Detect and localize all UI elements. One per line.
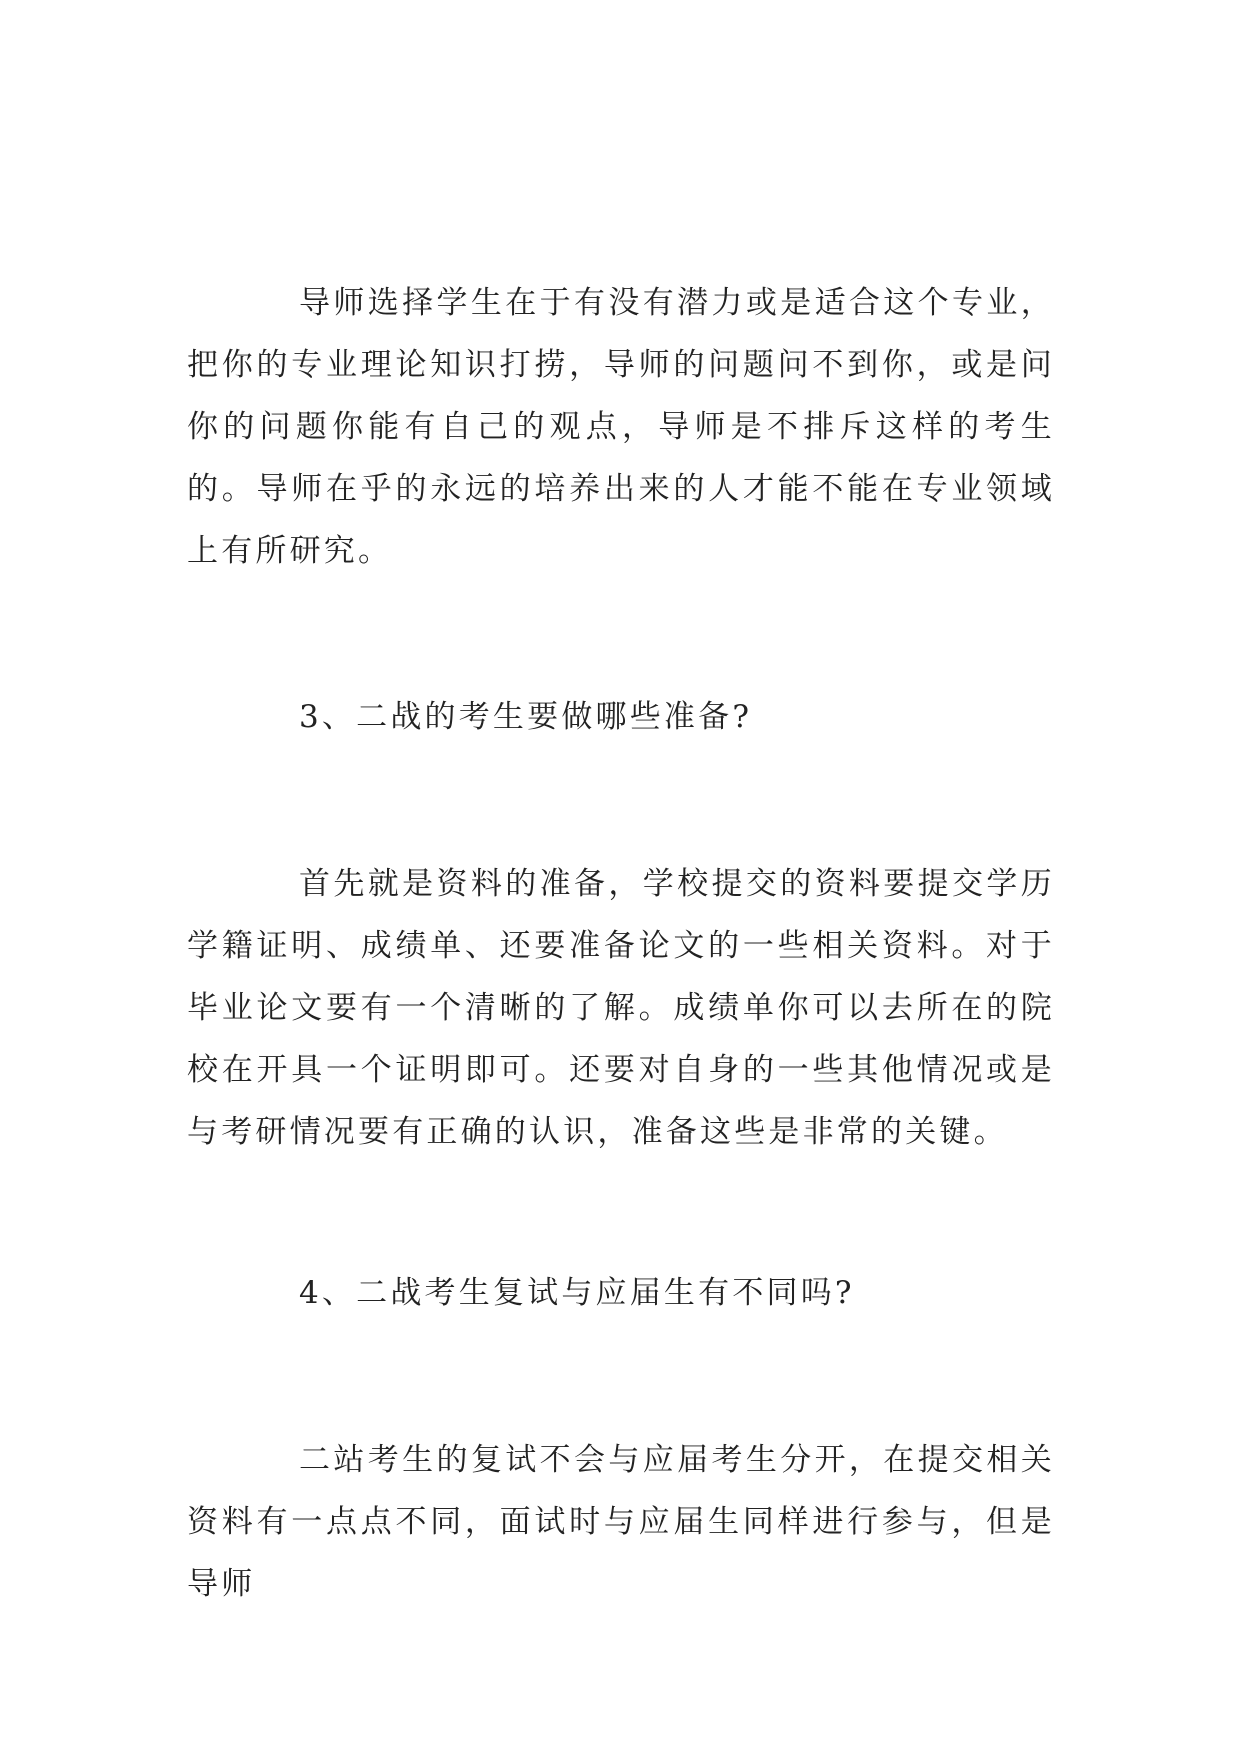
- section-heading-3: [187, 686, 1055, 748]
- paragraph-text: 二站考生的复试不会与应届考生分开，在提交相关资料有一点点不同，面试时与应届生同样进行参与，但是导师: [187, 1442, 1055, 1602]
- paragraph-preparation: [187, 853, 1055, 1163]
- heading-text: 4、二战考生复试与应届生有不同吗?: [299, 1275, 855, 1311]
- paragraph-text: 导师选择学生在于有没有潜力或是适合这个专业，把你的专业理论知识打捞，导师的问题问不到你，或是问你的问题你能有自己的观点，导师是不排斥这样的考生的。导师在乎的永远的培养出来的人才能不能在专业领域上有所研究。: [187, 285, 1055, 569]
- paragraph-advisor-selection: [187, 272, 1055, 582]
- heading-text: 3、二战的考生要做哪些准备?: [299, 699, 753, 735]
- paragraph-retest-difference: [187, 1429, 1055, 1615]
- section-heading-4: [187, 1262, 1055, 1324]
- paragraph-text: 首先就是资料的准备，学校提交的资料要提交学历学籍证明、成绩单、还要准备论文的一些相关资料。对于毕业论文要有一个清晰的了解。成绩单你可以去所在的院校在开具一个证明即可。还要对自身的一些其他情况或是与考研情况要有正确的认识，准备这些是非常的关键。: [187, 866, 1055, 1150]
